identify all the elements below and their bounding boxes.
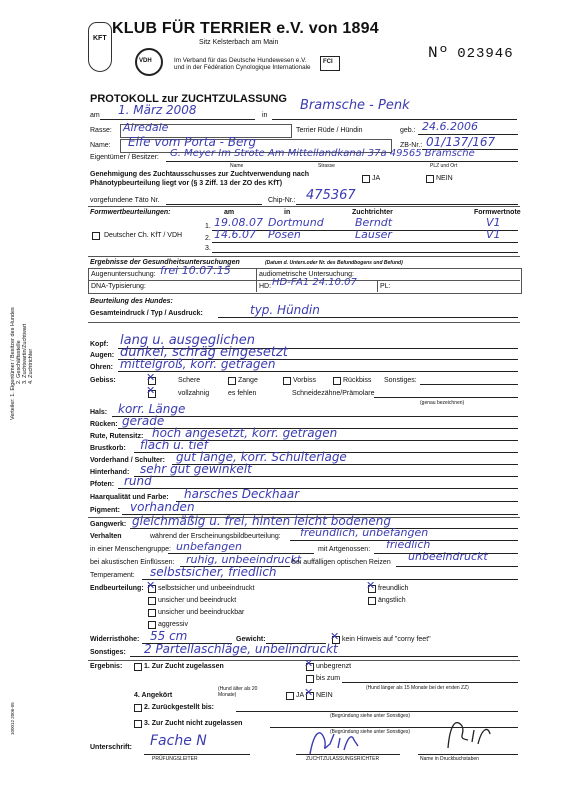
schneidezaehne-label: Schneidezähne/Prämolare <box>292 390 375 397</box>
optisch-value[interactable]: unbeeindruckt <box>408 550 488 563</box>
selbstsicher-label: selbstsicher und unbeeindruckt <box>158 585 255 592</box>
angekoert-nein-check-mark: ✕ <box>304 686 314 699</box>
fci-logo <box>320 56 340 71</box>
in-label: in <box>262 112 268 119</box>
pigment-label: Pigment: <box>90 507 120 514</box>
temperament-value[interactable]: selbstsicher, friedlich <box>150 565 277 579</box>
strasse-sub: Strasse <box>318 163 335 169</box>
formwert-col-am: am <box>224 209 235 216</box>
aggressiv-checkbox[interactable] <box>148 621 156 629</box>
plz-sub: PLZ und Ort <box>430 163 458 169</box>
haar-label: Haarqualität und Farbe: <box>90 494 169 501</box>
dna-label: DNA-Typisierung: <box>91 283 146 290</box>
sonstiges-value[interactable]: 2 Partellaschläge, unbelindruckt <box>144 642 338 656</box>
selbstsicher-check-mark: ✕ <box>146 579 156 592</box>
verhalten-value[interactable]: freundlich, unbefangen <box>300 526 429 539</box>
vdh-logo-text: VDH <box>139 58 152 64</box>
widerrist-value[interactable]: 55 cm <box>150 629 188 643</box>
ja-checkbox[interactable] <box>362 175 370 183</box>
augen-untersuchung-value[interactable]: frei 10.07.15 <box>160 264 231 277</box>
endbeurteilung-label: Endbeurteilung: <box>90 585 144 592</box>
gesundheit-title: Ergebnisse der Gesundheitsuntersuchungen <box>90 259 240 266</box>
rueckbiss-checkbox[interactable] <box>333 377 341 385</box>
unbegrenzt-label: unbegrenzt <box>316 663 352 670</box>
hinterhand-value[interactable]: sehr gut gewinkelt <box>140 462 252 476</box>
menschengruppe-value[interactable]: unbefangen <box>176 540 242 553</box>
pfoten-value[interactable]: rund <box>124 474 152 488</box>
kft-logo <box>88 22 112 72</box>
hinterhand-label: Hinterhand: <box>90 469 130 476</box>
beurteilung-title: Beurteilung des Hundes: <box>90 298 173 305</box>
audio-label: audiometrische Untersuchung: <box>259 271 354 278</box>
gewicht-label: Gewicht: <box>236 636 266 643</box>
brustkorb-label: Brustkorb: <box>90 445 126 452</box>
genehmigung-2: Phänotypbeurteilung liegt vor (§ 3 Ziff. 13 der ZO des KfT) <box>90 180 283 187</box>
es-fehlen-label: es fehlen <box>228 390 257 397</box>
sonstiges-label: Sonstiges: <box>90 649 126 656</box>
formwert-row-richter[interactable]: Berndt <box>355 216 393 229</box>
z3-label: 3. Zur Zucht nicht zugelassen <box>144 720 243 727</box>
angekoert-label: 4. Angekört <box>134 692 173 699</box>
menschengruppe-label: in einer Menschengruppe: <box>90 546 171 553</box>
formwert-row-in[interactable]: Posen <box>268 228 301 241</box>
angekoert-note: (Hund älter als 20 Monate) <box>218 686 258 698</box>
membership-line-2: und in der Fédération Cynologique Internationale <box>174 64 311 71</box>
artgenossen-label: mit Artgenossen: <box>318 546 371 553</box>
unterschrift-label: Unterschrift: <box>90 744 133 751</box>
freundlich-check-mark: ✕ <box>366 579 376 592</box>
vorbiss-label: Vorbiss <box>293 377 316 384</box>
distribution-2: 2. Geschäftsstelle <box>16 340 22 384</box>
pl-label: PL: <box>380 283 391 290</box>
page-title: PROTOKOLL zur ZUCHTZULASSUNG <box>90 93 287 105</box>
name-value[interactable]: Elfe vom Porta - Berg <box>128 135 256 149</box>
pruefungsleiter-signature-text: Fache N <box>150 733 207 749</box>
gesamt-value[interactable]: typ. Hündin <box>250 303 320 317</box>
z1-checkbox[interactable] <box>134 663 142 671</box>
z1-label: 1. Zur Zucht zugelassen <box>144 663 224 670</box>
genau-label: (genau bezeichnen) <box>420 400 465 406</box>
in-value[interactable]: Bramsche - Penk <box>300 98 410 113</box>
taeto-label: vorgefundene Täto Nr. <box>90 197 160 204</box>
akustisch-label: bei akustischen Einflüssen: <box>90 559 175 566</box>
verhalten-sub: während der Erscheinungsbildbeurteilung: <box>150 533 281 540</box>
z2-note: (Begründung siehe unter Sonstiges) <box>330 713 411 719</box>
bis-zum-label: bis zum <box>316 675 341 682</box>
corny-label: kein Hinweis auf "corny feet" <box>342 636 431 643</box>
z3-note: (Begründung siehe unter Sonstiges) <box>330 729 411 735</box>
pfoten-label: Pfoten: <box>90 481 115 488</box>
z2-checkbox[interactable] <box>134 704 142 712</box>
formwert-col-in: in <box>284 209 291 216</box>
ruecken-label: Rücken: <box>90 421 118 428</box>
rute-label: Rute, Rutensitz: <box>90 433 144 440</box>
unsicher-beeindruckbar-label: unsicher und beeindruckbar <box>158 609 245 616</box>
chip-label: Chip-Nr.: <box>268 197 296 204</box>
schere-check-mark: ✕ <box>146 371 156 384</box>
pruefungsleiter-label: PRÜFUNGSLEITER <box>152 756 198 762</box>
ruecken-value[interactable]: gerade <box>122 414 165 428</box>
angekoert-ja-checkbox[interactable] <box>286 692 294 700</box>
geschlecht-label: Terrier Rüde / Hündin <box>296 127 363 134</box>
vorderhand-value[interactable]: gut lange, korr. Schulterlage <box>176 450 347 464</box>
gangwerk-label: Gangwerk: <box>90 521 127 528</box>
aengstlich-label: ängstlich <box>378 597 406 604</box>
augen-untersuchung-label: Augenuntersuchung: <box>91 271 156 278</box>
am-value[interactable]: 1. März 2008 <box>118 103 197 117</box>
z3-checkbox[interactable] <box>134 720 142 728</box>
ohren-label: Ohren: <box>90 364 113 371</box>
form-code: 100012 2006-05 <box>10 702 15 735</box>
hd-value[interactable]: HD-FA1 24.10.07 <box>272 277 357 288</box>
brustkorb-value[interactable]: flach u. tief <box>140 438 209 452</box>
formwert-title: Formwertbeurteilungen: <box>90 209 171 216</box>
eigentuemer-label: Eigentümer / Besitzer: <box>90 154 159 161</box>
vdh-logo <box>135 48 163 76</box>
fci-logo-text: FCI <box>323 59 333 65</box>
rasse-label: Rasse: <box>90 127 112 134</box>
protocol-number <box>428 44 514 62</box>
distribution-3: 3. Zuchtwartin/Zuchtwart <box>22 323 28 384</box>
freundlich-label: freundlich <box>378 585 409 592</box>
akustisch-value[interactable]: ruhig, unbeeindruckt <box>186 553 302 566</box>
distribution-1: Verteiler: 1. Eigentümer / Besitzer des Hundes <box>10 307 16 420</box>
unsicher-beeindruckt-label: unsicher und beeindruckt <box>158 597 237 604</box>
formwert-row-note[interactable]: V1 <box>486 228 501 241</box>
ch-label: Deutscher Ch. KfT / VDH <box>104 232 183 239</box>
nein-label: NEIN <box>436 175 453 182</box>
am-label: am <box>90 112 100 119</box>
ohren-value[interactable]: mittelgroß, korr. getragen <box>120 357 276 371</box>
hals-label: Hals: <box>90 409 108 416</box>
nr-value: 023946 <box>457 46 514 62</box>
ch-checkbox[interactable] <box>92 232 100 240</box>
corny-check-mark: ✕ <box>330 630 340 643</box>
distribution-list <box>10 307 34 420</box>
name-label: Name: <box>90 142 111 149</box>
genehmigung-1: Genehmigung des Zuchtausschusses zur Zuchtverwendung nach <box>90 171 309 178</box>
formwert-row-richter[interactable]: Lauser <box>355 228 392 241</box>
zb-label: ZB-Nr.: <box>400 142 423 149</box>
zange-label: Zange <box>238 377 258 384</box>
aengstlich-checkbox[interactable] <box>368 597 376 605</box>
optisch-label: bei auffälligen optischen Reizen <box>292 559 391 566</box>
eigentuemer-value[interactable]: G. Meyer Im Strote Am Mittellandkanal 37a 49565 Bramsche <box>170 148 475 159</box>
club-seat: Sitz Kelsterbach am Main <box>199 39 279 46</box>
rasse-value[interactable]: Airedale <box>123 121 169 134</box>
angekoert-ja-label: JA <box>296 692 305 699</box>
distribution-4: 4. Zuchtrichter <box>28 348 34 384</box>
z2-label: 2. Zurückgestellt bis: <box>144 704 215 711</box>
club-name: KLUB FÜR TERRIER e.V. von 1894 <box>112 20 379 37</box>
hals-value[interactable]: korr. Länge <box>118 402 186 416</box>
formwert-col-note: Formwertnote <box>474 209 521 216</box>
richter-label: ZUCHTZULASSUNGSRICHTER <box>306 756 380 762</box>
formwert-row-num: 3. <box>205 245 211 252</box>
chip-value[interactable]: 475367 <box>306 188 356 203</box>
unsicher-beeindruckbar-checkbox[interactable] <box>148 609 156 617</box>
schere-label: Schere <box>178 377 201 384</box>
aggressiv-label: aggressiv <box>158 621 188 628</box>
formwert-col-richter: Zuchtrichter <box>352 209 393 216</box>
druck-label: Name in Druckbuchstaben <box>420 756 479 762</box>
vorbiss-checkbox[interactable] <box>283 377 291 385</box>
membership-line-1: Im Verband für das Deutsche Hundewesen e.V. <box>174 57 307 64</box>
rueckbiss-label: Rückbiss <box>343 377 372 384</box>
augen-label: Augen: <box>90 352 115 359</box>
ja-label: JA <box>372 175 381 182</box>
artgenossen-value[interactable]: friedlich <box>386 538 431 551</box>
bis-zum-checkbox[interactable] <box>306 675 314 683</box>
richter-signature <box>300 724 380 758</box>
angekoert-nein-label: NEIN <box>316 692 333 699</box>
geb-label: geb.: <box>400 127 416 134</box>
rute-value[interactable]: hoch angesetzt, korr. getragen <box>152 426 338 440</box>
name-sub: Name <box>230 163 244 169</box>
formwert-row-am[interactable]: 19.08.07 <box>214 216 263 229</box>
pigment-value[interactable]: vorhanden <box>130 500 195 514</box>
bis-note: (Hund länger als 15 Monate bei der ersten ZZ) <box>366 685 469 691</box>
gesundheit-note: (Datum d. Unters.oder Nr. des Befundbogens und Befund) <box>265 260 403 266</box>
kft-logo-text: KFT <box>93 35 107 42</box>
nr-symbol: Nº <box>428 44 450 62</box>
unbegrenzt-check-mark: ✕ <box>304 657 314 670</box>
gesamt-label: Gesamteindruck / Typ / Ausdruck: <box>90 310 203 317</box>
formwert-row-am[interactable]: 14.6.07 <box>214 228 256 241</box>
gebiss-sonstiges-label: Sonstiges: <box>384 377 417 384</box>
augen-value[interactable]: dunkel, schräg eingesetzt <box>120 345 288 360</box>
formwert-row-num: 2. <box>205 235 211 242</box>
vollzaehnig-check-mark: ✕ <box>146 384 156 397</box>
ergebnis-label: Ergebnis: <box>90 663 123 670</box>
verhalten-label: Verhalten <box>90 533 122 540</box>
widerrist-label: Widerristhöhe: <box>90 636 140 643</box>
formwert-row-note[interactable]: V1 <box>486 216 501 229</box>
hd-label: HD: <box>259 283 272 290</box>
druck-signature <box>440 714 510 754</box>
kopf-label: Kopf: <box>90 341 109 348</box>
zange-checkbox[interactable] <box>228 377 236 385</box>
haar-value[interactable]: harsches Deckhaar <box>184 487 300 501</box>
formwert-row-in[interactable]: Dortmund <box>268 216 324 229</box>
vollzaehnig-label: vollzahnig <box>178 390 210 397</box>
geb-value[interactable]: 24.6.2006 <box>422 120 478 133</box>
formwert-row-num: 1. <box>205 223 211 230</box>
unsicher-beeindruckt-checkbox[interactable] <box>148 597 156 605</box>
kopf-value[interactable]: lang u. ausgeglichen <box>120 333 256 348</box>
temperament-label: Temperament: <box>90 572 135 579</box>
gebiss-label: Gebiss: <box>90 377 116 384</box>
zb-value[interactable]: 01/137/167 <box>426 135 496 149</box>
gangwerk-value[interactable]: gleichmäßig u. frei, hinten leicht bodeneng <box>132 514 391 528</box>
nein-checkbox[interactable] <box>426 175 434 183</box>
vorderhand-label: Vorderhand / Schulter: <box>90 457 165 464</box>
